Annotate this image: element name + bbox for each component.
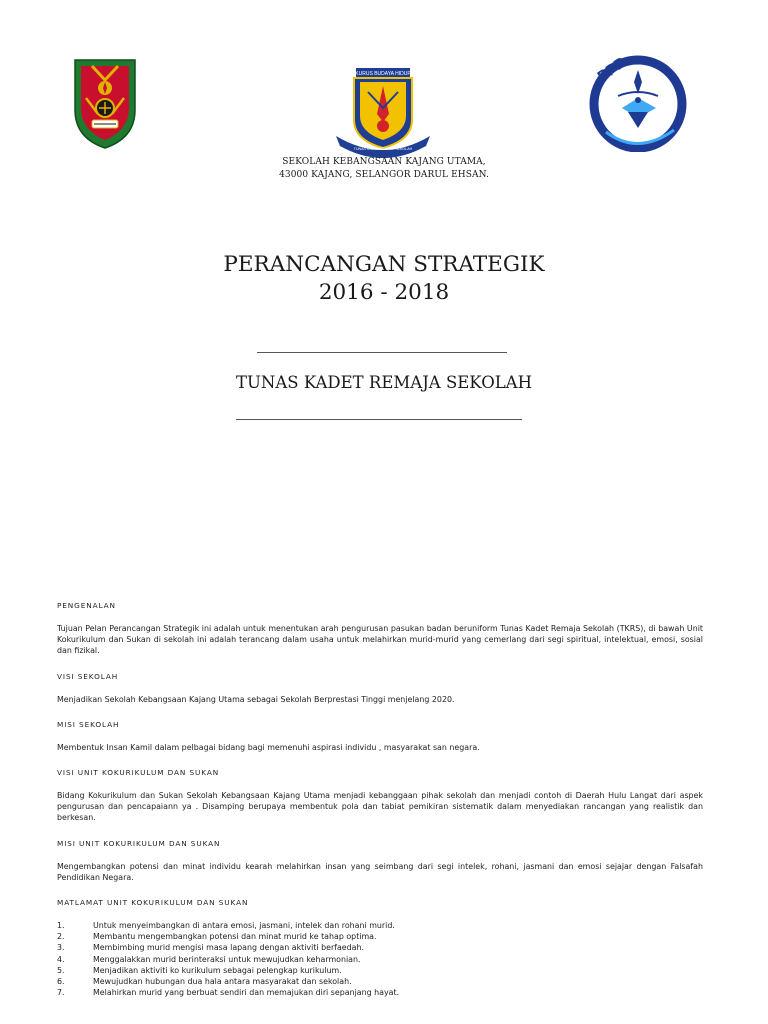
list-item-text: Untuk menyeimbangkan di antara emosi, jasmani, intelek dan rohani murid. [93, 921, 395, 931]
list-item [57, 976, 703, 987]
section-heading-misi-unit: MISI UNIT KOKURIKULUM DAN SUKAN [57, 838, 221, 848]
section-text-misi-unit: Mengembangkan potensi dan minat individu kearah melahirkan insan yang seimbang dari segi intelek, rohani, jasmani dan emosi sejajar dengan Falsafah Pendidikan Negara. [57, 861, 703, 882]
list-item-text: Membantu mengembangkan potensi dan minat murid ke tahap optima. [93, 932, 377, 942]
divider-bottom [236, 419, 522, 420]
school-address [0, 156, 768, 182]
kadet-remaja-logo [330, 66, 436, 158]
list-item-number: 2. [57, 932, 65, 942]
section-heading-visi-unit: VISI UNIT KOKURIKULUM DAN SUKAN [57, 768, 220, 778]
logo-ribbon-text: TUNAS KADET REMAJA SEKOLAH [353, 147, 413, 151]
list-item-text: Menjadikan aktiviti ko kurikulum sebagai pelengkap kurikulum. [93, 965, 342, 975]
divider-top [257, 352, 507, 353]
crest-logo [72, 58, 138, 150]
matlamat-list [57, 920, 703, 998]
logo-initials: PPD [594, 53, 630, 86]
list-item-text: Menggalakkan murid berinteraksi untuk mewujudkan keharmonian. [93, 954, 361, 964]
school-name: SEKOLAH KEBANGSAAN KAJANG UTAMA, [282, 157, 486, 167]
list-item [57, 931, 703, 942]
list-item [57, 987, 703, 998]
list-item-number: 4. [57, 954, 65, 964]
list-item-number: 6. [57, 977, 65, 987]
logo-banner-text: KURUS BUDAYA HIDUP [355, 71, 411, 77]
section-heading-visi-sekolah: VISI SEKOLAH [57, 671, 119, 681]
section-heading-intro: PENGENALAN [57, 601, 116, 610]
section-text-intro: Tujuan Pelan Perancangan Strategik ini adalah untuk menentukan arah pengurusan pasukan badan beruniform Tunas Kadet Remaja Sekolah (TKRS), di bawah Unit Kokurikulum dan Sukan di sekolah ini adalah terancang dalam usaha untuk melahirkan murid-murid yang cemerlang dari segi spiritual, intelektual, emosi, sosial dan fizikal. [57, 624, 703, 656]
section-heading-misi-sekolah: MISI SEKOLAH [57, 719, 120, 729]
list-item [57, 954, 703, 965]
ppd-logo [588, 52, 692, 152]
unit-name: TUNAS KADET REMAJA SEKOLAH [236, 373, 532, 392]
list-item-text: Melahirkan murid yang berbuat sendiri dan memajukan diri sepanjang hayat. [93, 988, 400, 998]
list-item [57, 965, 703, 976]
plan-years: 2016 - 2018 [318, 280, 450, 305]
list-item-text: Membimbing murid mengisi masa lapang dengan aktiviti berfaedah. [93, 943, 365, 953]
list-item-number: 1. [57, 921, 65, 931]
page-title: PERANCANGAN STRATEGIK [223, 252, 545, 277]
section-text-misi-sekolah: Membentuk Insan Kamil dalam pelbagai bidang bagi memenuhi aspirasi individu , masyarakat san negara. [57, 742, 480, 752]
document-body [57, 600, 703, 998]
list-item-text: Mewujudkan hubungan dua hala antara masyarakat dan sekolah. [93, 977, 352, 987]
school-location: 43000 KAJANG, SELANGOR DARUL EHSAN. [279, 170, 489, 180]
list-item [57, 942, 703, 953]
list-item-number: 5. [57, 965, 65, 975]
list-item [57, 920, 703, 931]
list-item-number: 7. [57, 988, 65, 998]
list-item-number: 3. [57, 943, 65, 953]
section-text-visi-unit: Bidang Kokurikulum dan Sukan Sekolah Kebangsaan Kajang Utama menjadi kebanggaan pihak sekolah dan menjadi contoh di Daerah Hulu Langat dari aspek pengurusan dan pencapaiann ya . Disamping berupaya membentuk pola dan tabiat pemikiran sistematik dalam menyediakan rancangan yang realistik dan berkesan. [57, 791, 703, 823]
section-heading-matlamat: MATLAMAT UNIT KOKURIKULUM DAN SUKAN [57, 898, 249, 908]
section-text-visi-sekolah: Menjadikan Sekolah Kebangsaan Kajang Utama sebagai Sekolah Berprestasi Tinggi menjelang 2020. [57, 694, 455, 704]
